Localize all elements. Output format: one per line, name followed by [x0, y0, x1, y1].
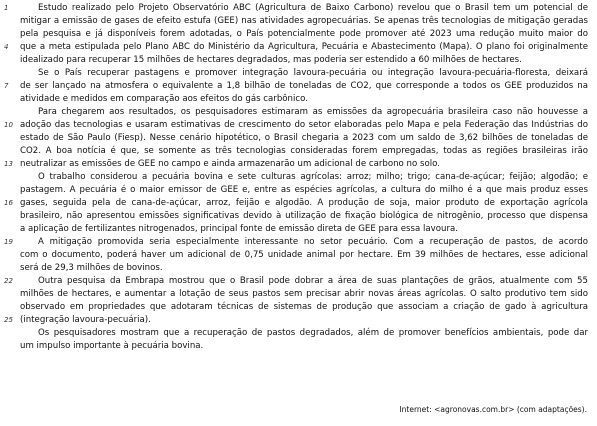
text-line: gases, seguida pela de cana-de-açúcar, arroz, feijão e algodão. A produção de soja, maior produto de exportação agrícola	[20, 198, 588, 208]
line-number: 13	[4, 160, 13, 168]
text-line: mitigar a emissão de gases de efeito estufa (GEE) nas atividades agropecuárias. Se apenas três tecnologias de mitigação geradas	[20, 16, 588, 26]
line-number: 25	[4, 316, 13, 324]
text-line: que a meta estipulada pelo Plano ABC do Ministério da Agricultura, Pecuária e Abastecimento (Mapa). O plano foi originalmente	[20, 42, 588, 52]
text-line: Os pesquisadores mostram que a recuperação de pastos degradados, além de promover benefícios ambientais, pode dar	[38, 328, 588, 338]
line-number: 19	[4, 238, 13, 246]
text-line: A mitigação promovida seria especialmente interessante no setor pecuário. Com a recuperação de pastos, de acordo	[38, 237, 588, 247]
line-number: 7	[4, 82, 9, 90]
text-line: de ser lançado na atmosfera o equivalente a 1,8 bilhão de toneladas de CO2, que corresponde a todos os GEE produzidos na	[20, 81, 588, 91]
text-line: Estudo realizado pelo Projeto Observatório ABC (Agricultura de Baixo Carbono) revelou que o Brasil tem um potencial de	[38, 3, 588, 13]
text-line: será de 29,3 milhões de bovinos.	[20, 263, 163, 273]
text-line: CO2. A boa notícia é que, se somente as três tecnologias consideradas forem empregadas, todas as regiões brasileiras irão	[20, 146, 588, 156]
text-line: Para chegarem aos resultados, os pesquisadores estimaram as emissões da agropecuária brasileira caso não houvesse a	[38, 107, 588, 117]
text-line: Outra pesquisa da Embrapa mostrou que o Brasil pode dobrar a área de suas plantações de grãos, atualmente com 55	[38, 276, 588, 286]
text-line: pastagem. A pecuária é o maior emissor de GEE e, entre as espécies agrícolas, a cultura do milho é a que mais produz esses	[20, 185, 588, 195]
text-line: adoção das tecnologias e usaram estimativas de crescimento do setor elaboradas pelo Mapa e pela Federação das Indústrias do	[20, 120, 588, 130]
text-line: neutralizar as emissões de GEE no campo e ainda armazenarão um adicional de carbono no solo.	[20, 159, 440, 169]
line-number: 1	[4, 4, 9, 12]
text-line: milhões de hectares, e aumentar a lotação de seus pastos sem precisar abrir novas áreas agrícolas. O salto produtivo tem sido	[20, 289, 588, 299]
text-line: atividade e medidos em comparação aos efeitos do gás carbônico.	[20, 94, 308, 104]
text-line: a aplicação de fertilizantes nitrogenados, principal fonte de emissão direta de GEE para essa lavoura.	[20, 224, 458, 234]
text-line: estado de São Paulo (Fiesp). Nesse cenário hipotético, o Brasil chegaria a 2023 com um saldo de 3,62 bilhões de toneladas de	[20, 133, 588, 143]
text-line: brasileiro, não apresentou emissões significativas devido à utilização de fixação biológica de nitrogênio, processo que dispensa	[20, 211, 588, 221]
line-number: 22	[4, 277, 13, 285]
source-citation: Internet: <agronovas.com.br> (com adaptações).	[399, 405, 587, 414]
text-line: pela pesquisa e já disponíveis forem adotadas, o País potencialmente pode promover até 2023 uma redução muito maior do	[20, 29, 588, 39]
text-line: observado em propriedades que adotaram técnicas de sistemas de produção que associam a criação de gado à agricultura	[20, 302, 588, 312]
line-number: 10	[4, 121, 13, 129]
line-number: 16	[4, 199, 13, 207]
text-line: O trabalho considerou a pecuária bovina e sete culturas agrícolas: arroz; milho; trigo; cana-de-açúcar; feijão; algodão; e	[38, 172, 588, 182]
text-line: (integração lavoura-pecuária).	[20, 315, 151, 325]
text-line: com o documento, poderá haver um adicional de 0,75 unidade animal por hectare. Em 39 milhões de hectares, esse adicional	[20, 250, 588, 260]
text-line: um impulso importante à pecuária bovina.	[20, 341, 204, 351]
text-line: Se o País recuperar pastagens e promover integração lavoura-pecuária ou integração lavoura-pecuária-floresta, deixará	[38, 68, 588, 78]
text-line: idealizado para recuperar 15 milhões de hectares degradados, mas poderia ser estendido a 60 milhões de hectares.	[20, 55, 522, 65]
line-number: 4	[4, 43, 9, 51]
